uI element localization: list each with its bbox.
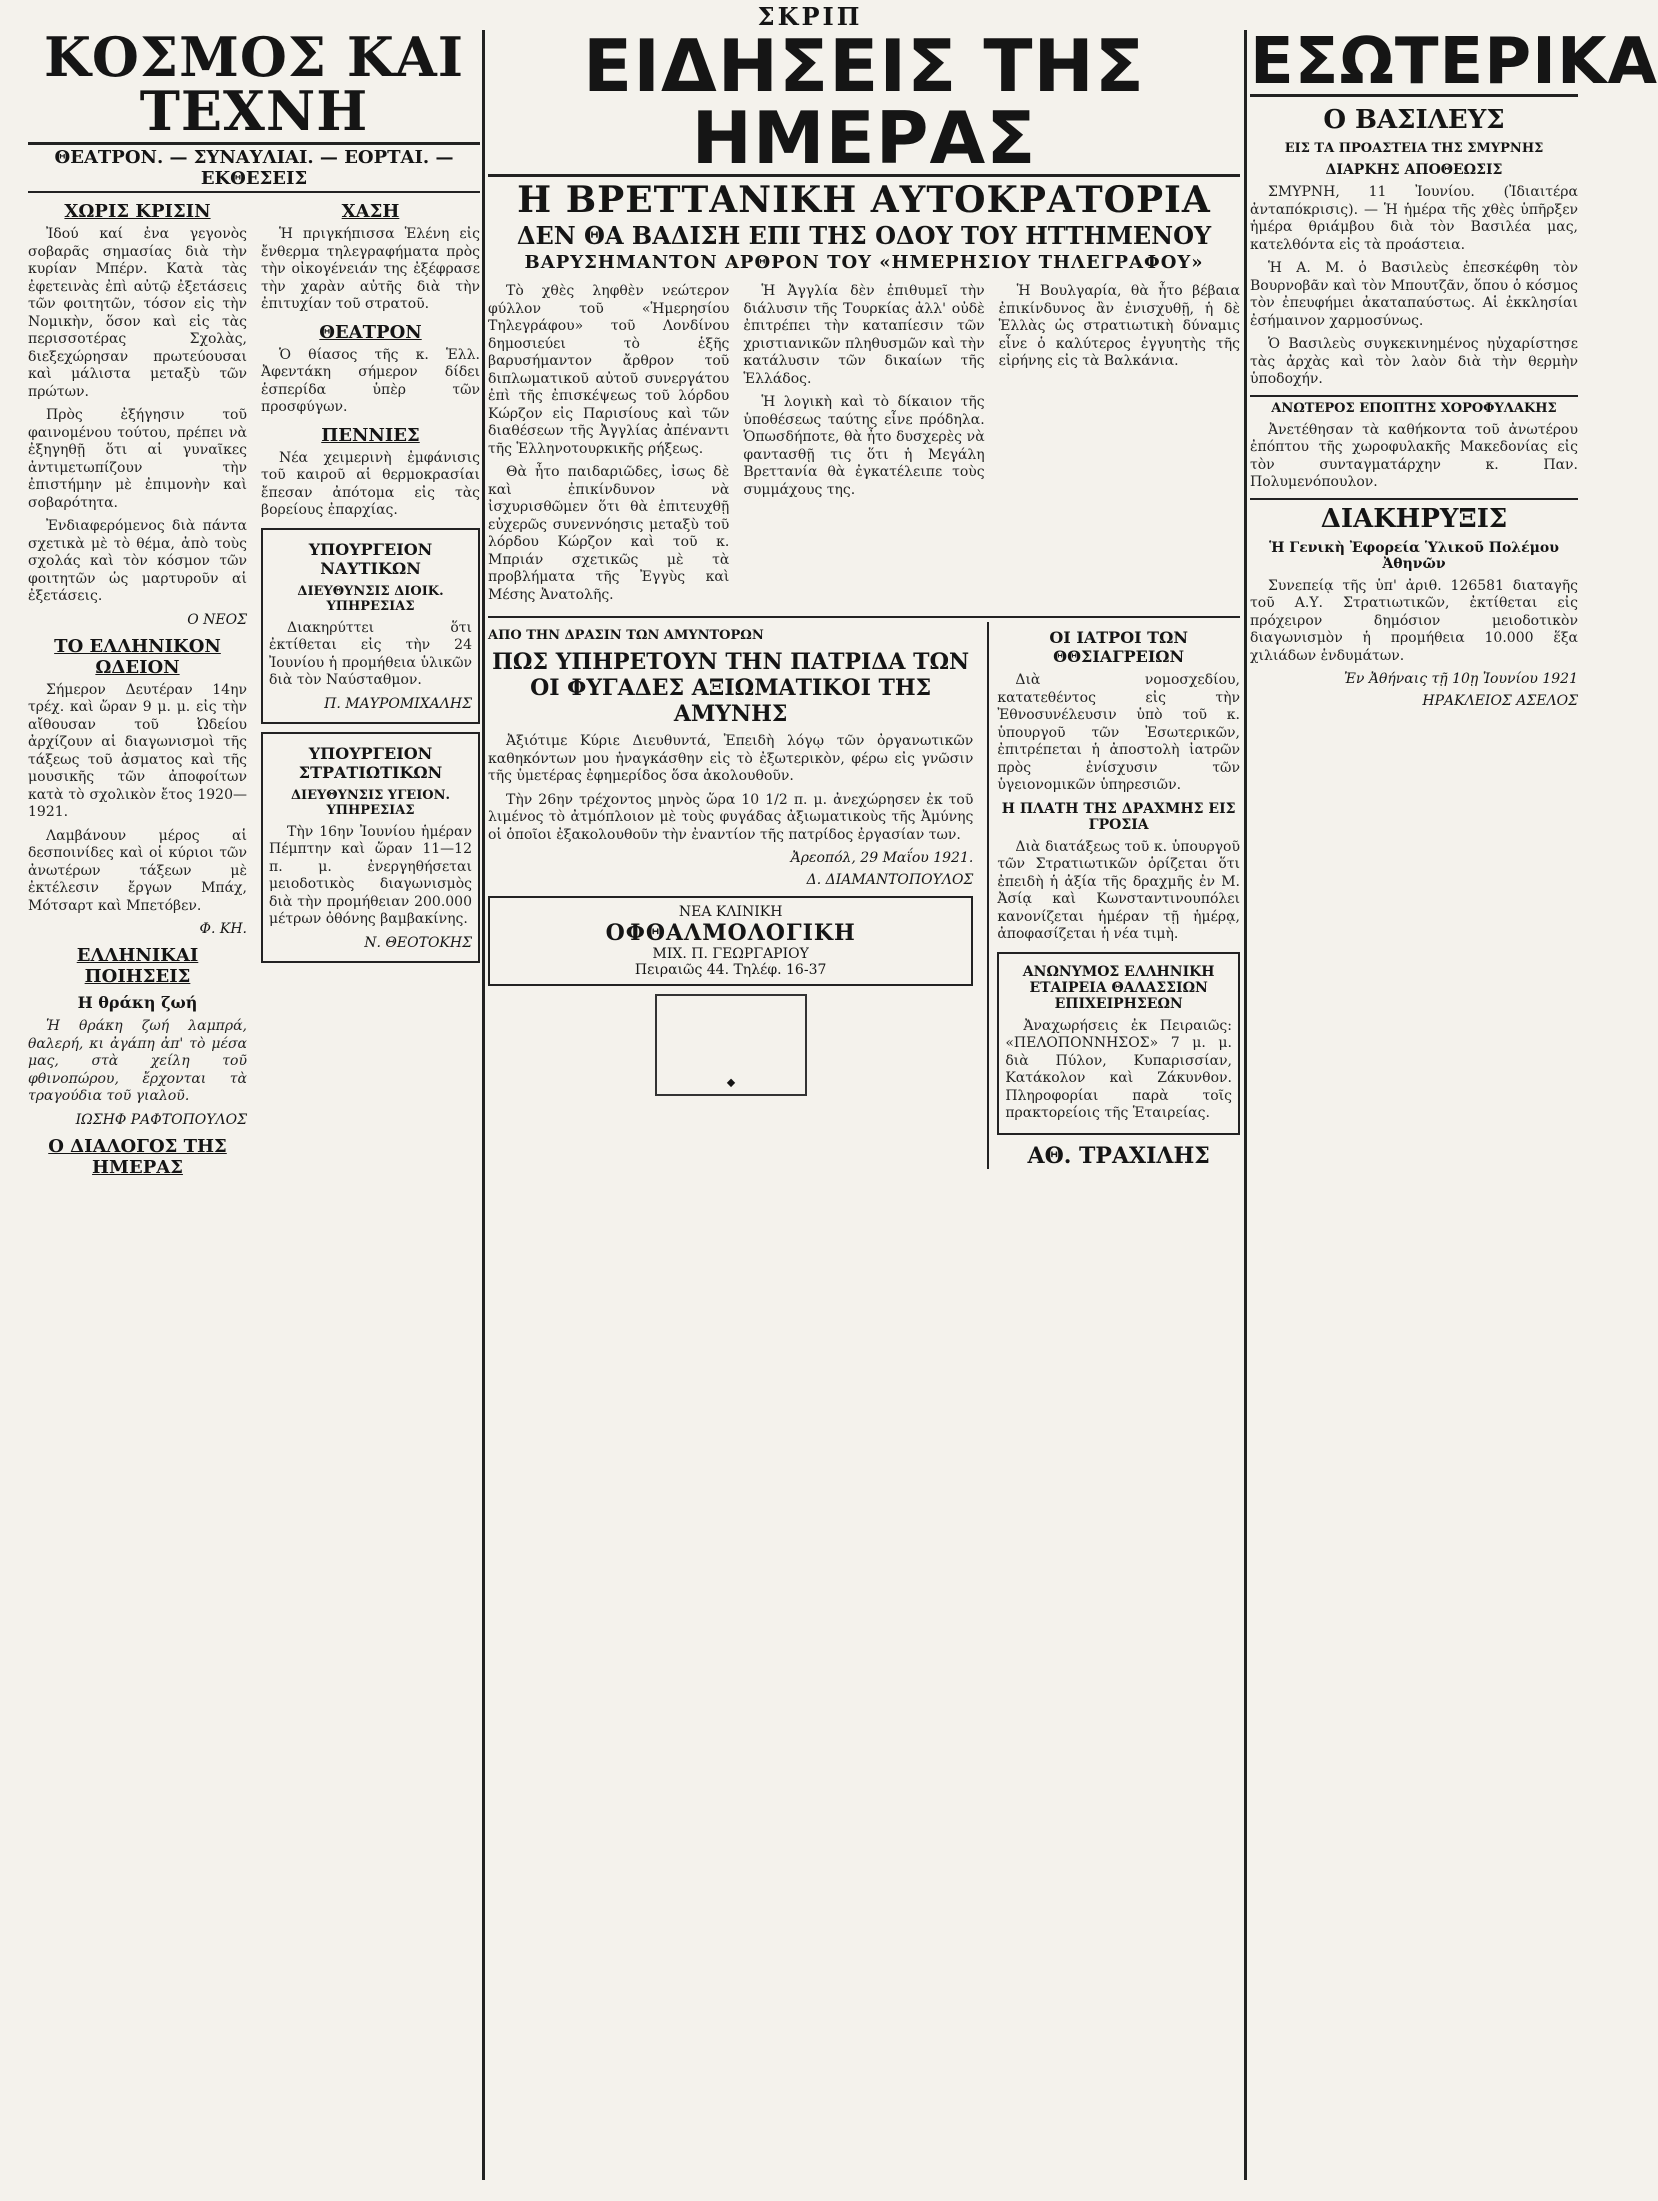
section-title: ΘΕΑΤΡΟΝ bbox=[319, 321, 422, 343]
masthead-kosmos: ΚΟΣΜΟΣ ΚΑΙ ΤΕΧΝΗ bbox=[43, 25, 465, 143]
article-col-c bbox=[999, 283, 1240, 610]
notice-box-army bbox=[261, 732, 480, 963]
paragraph: Διὰ νομοσχεδίου, κατατεθέντος εἰς τὴν Ἐθνοσυνέλευσιν ὑπὸ τοῦ κ. ὑπουργοῦ τῶν Ἐσωτερικῶν, ἐπιτρέπεται ἡ ἀποστολὴ ἰατρῶν πρὸς ἐνίσχυσιν τῶν ὑγειονομικῶν ὑπηρεσιῶν. bbox=[997, 672, 1240, 793]
ad-line: ΝΕΑ ΚΛΙΝΙΚΗ bbox=[678, 904, 783, 920]
paragraph: Συνεπείᾳ τῆς ὑπ' ἀριθ. 126581 διαταγῆς τοῦ Α.Υ. Στρατιωτικῶν, ἐκτίθεται εἰς πρόχειρον δημόσιον μειοδοτικὸν διαγωνισμὸν ἡ προμήθεια 10.000 ἕξα χιλιάδων ἑνδυμάτων. bbox=[1250, 577, 1578, 664]
paragraph: Ἀναχωρήσεις ἐκ Πειραιῶς: «ΠΕΛΟΠΟΝΝΗΣΟΣ» 7 μ. μ. διὰ Πύλον, Κυπαρισσίαν, Κατάκολον καὶ Ζάκυνθον. Πληροφορίαι παρὰ τοῖς πρακτορείοις τῆς Ἑταιρείας. bbox=[1005, 1017, 1232, 1121]
left-two-col bbox=[28, 193, 480, 1182]
main-kicker: ΒΑΡΥΣΗΜΑΝΤΟΝ ΑΡΘΡΟΝ ΤΟΥ «ΗΜΕΡΗΣΙΟΥ ΤΗΛΕΓΡΑΦΟΥ» bbox=[524, 252, 1204, 273]
article-col-b bbox=[743, 283, 984, 610]
signature: Δ. ΔΙΑΜΑΝΤΟΠΟΥΛΟΣ bbox=[806, 872, 974, 888]
paragraph: Λαμβάνουν μέρος αἱ δεσποινίδες καὶ οἱ κύριοι τῶν ἀνωτέρων τάξεων μὲ ἐκτέλεσιν ἔργων Μπάχ, Μότσαρτ καὶ Μπετόβεν. bbox=[28, 827, 247, 914]
signature: Ν. ΘΕΟΤΟΚΗΣ bbox=[364, 934, 472, 951]
signature: ΙΩΣΗΦ ΡΑΦΤΟΠΟΥΛΟΣ bbox=[75, 1111, 247, 1128]
ad-line: Πειραιῶς 44. Τηλέφ. 16-37 bbox=[634, 962, 827, 978]
section-title: Ο ΔΙΑΛΟΓΟΣ ΤΗΣ ΗΜΕΡΑΣ bbox=[48, 1135, 227, 1178]
paragraph: Νέα χειμερινὴ ἐμφάνισις τοῦ καιροῦ αἱ θερμοκρασίαι ἔπεσαν ἀπότομα εἰς τὰς βορείους ἐπαρχίας. bbox=[261, 449, 480, 518]
paragraph: Ἰδού καί ἐνα γεγονὸς σοβαρᾶς σημασίας διὰ τὴν κυρίαν Μπέρν. Κατὰ τὰς ἐφετεινὰς ἐπὶ αὐτῷ ἐξετάσεις τῶν φοιτητῶν, τόσον εἰς τὴν Νομικὴν, ὅσον καὶ εἰς τὰς περισσοτέρας Σχολὰς, διεξεχώρησαν πρωτεύουσαι καὶ μάλιστα μεταξὺ τῶν πρώτων. bbox=[28, 226, 247, 400]
article2-title2: ΟΙ ΦΥΓΑΔΕΣ ΑΞΙΩΜΑΤΙΚΟΙ ΤΗΣ ΑΜΥΝΗΣ bbox=[530, 675, 932, 727]
main-subheadline: ΔΕΝ ΘΑ ΒΑΔΙΣΗ ΕΠΙ ΤΗΣ ΟΔΟΥ ΤΟΥ ΗΤΤΗΜΕΝΟΥ bbox=[516, 221, 1212, 250]
notice-subtitle: ΔΙΕΥΘΥΝΣΙΣ ΔΙΟΙΚ. ΥΠΗΡΕΣΙΑΣ bbox=[297, 583, 444, 614]
clinic-ad bbox=[488, 896, 973, 986]
paragraph: Ἡ Α. Μ. ὁ Βασιλεὺς ἐπεσκέφθη τὸν Βουρνοβᾶν καὶ τὸν Μπουτζᾶν, ὅπου ὁ κόσμος τὸν ἐπευφήμει ἀκαταπαύστως. Αἱ ἐκκλησίαι ἐσήμαινον χαρμοσύνως. bbox=[1250, 260, 1578, 329]
signature: ΗΡΑΚΛΕΙΟΣ ΑΣΕΛΟΣ bbox=[1422, 693, 1578, 709]
subheadline: ΕΙΣ ΤΑ ΠΡΟΑΣΤΕΙΑ ΤΗΣ ΣΜΥΡΝΗΣ bbox=[1284, 141, 1544, 156]
signature: Φ. ΚΗ. bbox=[199, 921, 247, 937]
masthead-esoterika: ΕΣΩΤΕΡΙΚΑ bbox=[1250, 25, 1658, 99]
masthead-eidiseis: ΕΙΔΗΣΕΙΣ ΤΗΣ ΗΜΕΡΑΣ bbox=[488, 30, 1240, 177]
section-title: ΤΟ ΕΛΛΗΝΙΚΟΝ ΩΔΕΙΟΝ bbox=[54, 635, 221, 678]
notice-subtitle: ΔΙΕΥΘΥΝΣΙΣ ΥΓΕΙΟΝ. ΥΠΗΡΕΣΙΑΣ bbox=[290, 787, 451, 818]
section-title: ΔΙΑΚΗΡΥΞΙΣ bbox=[1250, 498, 1578, 534]
inverted-stamp: ◆ bbox=[655, 994, 807, 1096]
lower-left bbox=[488, 622, 973, 1169]
left-subcol-a bbox=[28, 193, 247, 1182]
notice-title: ΥΠΟΥΡΓΕΙΟΝ ΣΤΡΑΤΙΩΤΙΚΩΝ bbox=[298, 743, 443, 782]
notice-title: ΥΠΟΥΡΓΕΙΟΝ ΝΑΥΤΙΚΩΝ bbox=[308, 539, 433, 578]
paragraph: Ἐνδιαφερόμενος διὰ πάντα σχετικὰ μὲ τὸ θέμα, ἀπὸ τοὺς σχολάς καὶ τὸν κόσμον τῶν φοιτητῶν ὡς μαρτυροῦν αἱ ἐξετάσεις. bbox=[28, 518, 247, 604]
left-subcol-b bbox=[261, 193, 480, 1182]
section-title: ΠΕΝΝΙΕΣ bbox=[321, 424, 420, 446]
article2-title: ΠΩΣ ΥΠΗΡΕΤΟΥΝ ΤΗΝ ΠΑΤΡΙΔΑ ΤΩΝ bbox=[492, 649, 970, 675]
ad-title: ΟΦΘΑΛΜΟΛΟΓΙΚΗ bbox=[605, 920, 856, 946]
date: Ἀρεοπόλ, 29 Μαΐου 1921. bbox=[790, 850, 974, 866]
paragraph: Ἡ λογικὴ καὶ τὸ δίκαιον τῆς ὑποθέσεως ταύτης εἶνε πρόδηλα. Ὁπωσδήποτε, θὰ ἦτο δυσχερὲς νὰ φαντασθῇ τις ὅτι ἡ Μεγάλη Βρεττανία θὰ ἐγκατέλειπε τοὺς συμμάχους της. bbox=[743, 394, 985, 498]
paragraph: Τὴν 26ην τρέχοντος μηνὸς ὥρα 10 1/2 π. μ. ἀνεχώρησεν ἐκ τοῦ λιμένος τὸ ἀτμόπλοιον μὲ τοὺς φυγάδας ἀξιωματικοὺς τῆς Ἀμύνης οἱ ὁποῖοι ἐξακολουθοῦν τὴν ἐναντίον τῆς πατρίδος ἐργασίαν των. bbox=[488, 791, 974, 843]
paragraph: Πρὸς ἐξήγησιν τοῦ φαινομένου τούτου, πρέπει νὰ ἐξηγηθῇ ὅτι αἱ γυναῖκες ἀντιμετωπίζουν τὴν ἐπιστήμην μὲ ἐπιμονὴν καὶ σοβαρότητα. bbox=[28, 407, 247, 511]
column-right bbox=[1250, 25, 1658, 2181]
main-headline: Η ΒΡΕΤΤΑΝΙΚΗ ΑΥΤΟΚΡΑΤΟΡΙΑ bbox=[517, 179, 1211, 221]
ad-line: ΜΙΧ. Π. ΓΕΩΡΓΑΡΙΟΥ bbox=[652, 946, 809, 962]
paragraph: Διὰ διατάξεως τοῦ κ. ὑπουργοῦ τῶν Στρατιωτικῶν ὁρίζεται ὅτι ἐπειδὴ ἡ ἀξία τῆς δραχμῆς ἐν Μ. Ἀσίᾳ καὶ Κωνσταντινουπόλει κανονίζεται ἡμέραν τῇ ἡμέρᾳ, ἀποφασίζεται ἡ νέα τιμὴ. bbox=[997, 838, 1240, 942]
paragraph: Ὁ θίασος τῆς κ. Ἑλλ. Ἀφεντάκη σήμερον δίδει ἑσπερίδα ὑπὲρ τῶν προσφύγων. bbox=[261, 346, 480, 415]
column-rule-1 bbox=[482, 30, 485, 2180]
poem-text: Ἡ θράκη ζωή λαμπρά, θαλερή, κι ἀγάπη ἀπ' τὸ μέσα μας, στὰ χείλη τοῦ φθινοπώρου, ἔρχονται τὰ τραγούδια τοῦ γιαλοῦ. bbox=[28, 1018, 247, 1104]
shipping-box bbox=[997, 952, 1240, 1135]
masthead-subline: ΘΕΑΤΡΟΝ. — ΣΥΝΑΥΛΙΑΙ. — ΕΟΡΤΑΙ. — ΕΚΘΕΣΕΙΣ bbox=[28, 142, 480, 193]
paragraph: Ἡ Ἀγγλία δὲν ἐπιθυμεῖ τὴν διάλυσιν τῆς Τουρκίας ἀλλ' οὐδὲ ἐπιτρέπει τὴν καταπίεσιν τῶν χριστιανικῶν πληθυσμῶν καὶ τὴν κατάλυσιν τῶν δικαίων τῆς Ἑλλάδος. bbox=[743, 283, 985, 387]
signature: Π. ΜΑΥΡΟΜΙΧΑΛΗΣ bbox=[324, 695, 472, 712]
center-article-cols bbox=[488, 283, 1240, 610]
paragraph: Σήμερον Δευτέραν 14ην τρέχ. καὶ ὥραν 9 μ. μ. εἰς τὴν αἴθουσαν τοῦ Ὠδείου ἀρχίζουν αἱ διαγωνισμοὶ τῆς τάξεως τοῦ ἀσματος καὶ τῆς μουσικῆς τῶν ἀποφοίτων κατὰ τὸ σχολικὸν ἔτος 1920—1921. bbox=[28, 681, 247, 820]
poem-title: Η θράκη ζωή bbox=[77, 993, 198, 1012]
paragraph: ΣΜΥΡΝΗ, 11 Ἰουνίου. (Ἰδιαιτέρα ἀνταπόκρισις). — Ἡ ἡμέρα τῆς χθὲς ὑπῆρξεν ἡμέρα θριάμβου διὰ τὸν Βασιλέα μας, κατελθόντα εἰς τὰ προάστεια. bbox=[1250, 184, 1578, 253]
column-center bbox=[488, 24, 1240, 2181]
section-title: ΑΝΩΝΥΜΟΣ ΕΛΛΗΝΙΚΗ ΕΤΑΙΡΕΙΑ ΘΑΛΑΣΣΙΩΝ ΕΠΙΧΕΙΡΗΣΕΩΝ bbox=[1022, 963, 1215, 1012]
notice-subtitle: Ἡ Γενικὴ Ἐφορεία Ὑλικοῦ Πολέμου Ἀθηνῶν bbox=[1269, 539, 1559, 572]
section-title: ΕΛΛΗΝΙΚΑΙ ΠΟΙΗΣΕΙΣ bbox=[76, 945, 199, 987]
sub-kicker: ΑΠΟ ΤΗΝ ΔΡΑΣΙΝ ΤΩΝ ΑΜΥΝΤΟΡΩΝ bbox=[488, 628, 764, 643]
notice-box-navy bbox=[261, 528, 480, 724]
column-left bbox=[28, 25, 480, 2181]
paragraph: Ὁ Βασιλεὺς συγκεκινημένος ηὐχαρίστησε τὰς ἀρχὰς καὶ τὸν λαὸν διὰ τὴν θερμὴν ὑποδοχήν. bbox=[1250, 336, 1578, 387]
paragraph: Τὴν 16ην Ἰουνίου ἡμέραν Πέμπτην καὶ ὥραν 11—12 π. μ. ἐνεργηθήσεται μειοδοτικὸς διαγωνισμὸς διὰ τὴν προμήθειαν 200.000 μέτρων ὀθόνης βαμβακίνης. bbox=[269, 823, 472, 927]
headline: Ο ΒΑΣΙΛΕΥΣ bbox=[1323, 105, 1505, 135]
paragraph: Τὸ χθὲς ληφθὲν νεώτερον φύλλον τοῦ «Ἡμερησίου Τηλεγράφου» τοῦ Λονδίνου δημοσιεύει τὸ ἑξῆς βαρυσήμαντον ἄρθρον τοῦ διπλωματικοῦ αὐτοῦ συνεργάτου ἐπὶ τῆς ἐπισκέψεως τοῦ λόρδου Κώρζον εἰς Παρισίους καὶ τῶν διαθέσεων τῆς Ἀγγλίας ἀπέναντι τῆς Ἑλληνοτουρκικῆς ρήξεως. bbox=[488, 283, 730, 457]
signature-banner: ΑΘ. ΤΡΑΧΙΛΗΣ bbox=[1027, 1142, 1210, 1169]
signature: Ο ΝΕΟΣ bbox=[187, 611, 247, 628]
section-title: ΑΝΩΤΕΡΟΣ ΕΠΟΠΤΗΣ ΧΟΡΟΦΥΛΑΚΗΣ bbox=[1250, 395, 1578, 416]
article-col-a bbox=[488, 283, 729, 610]
top-strip: ΣΚΡΙΠ bbox=[757, 2, 863, 31]
center-lower bbox=[488, 616, 1240, 1169]
lower-right bbox=[987, 622, 1240, 1169]
paragraph: Ἀξιότιμε Κύριε Διευθυντά, Ἐπειδὴ λόγῳ τῶν ὀργανωτικῶν καθηκόντων μου ἠναγκάσθην εἰς τὸ ἐξωτερικὸν, φέρω εἰς γνῶσιν τῆς ὑμετέρας ἐφημερίδος ὅσα ἀκολουθοῦν. bbox=[488, 733, 974, 784]
section-title: ΟΙ ΙΑΤΡΟΙ ΤΩΝ ΘΘΣΙΑΓΡΕΙΩΝ bbox=[1049, 628, 1188, 666]
date: Ἐν Ἀθήναις τῇ 10ῃ Ἰουνίου 1921 bbox=[1343, 671, 1578, 687]
paragraph: Ἀνετέθησαν τὰ καθήκοντα τοῦ ἀνωτέρου ἐπόπτου τῆς χωροφυλακῆς Μακεδονίας εἰς τὸν συνταγματάρχην κ. Παν. Πολυμενόπουλον. bbox=[1250, 421, 1578, 490]
section-title: ΧΑΣΗ bbox=[341, 201, 400, 222]
paragraph: Ἡ πριγκήπισσα Ἑλένη εἰς ἔνθερμα τηλεγραφήματα πρὸς τὴν οἰκογένειάν της ἐξέφρασε τὴν χαρὰν αὐτῆς διὰ τὴν ἐπιτυχίαν τοῦ στρατοῦ. bbox=[261, 226, 480, 312]
kicker: ΔΙΑΡΚΗΣ ΑΠΟΘΕΩΣΙΣ bbox=[1325, 162, 1503, 178]
paragraph: Διακηρύττει ὅτι ἐκτίθεται εἰς τὴν 24 Ἰουνίου ἡ προμήθεια ὑλικῶν διὰ τὸν Ναύσταθμον. bbox=[269, 619, 472, 688]
column-rule-2 bbox=[1244, 30, 1247, 2180]
paragraph: Ἡ Βουλγαρία, θὰ ἦτο βέβαια ἐπικίνδυνος ἂν ἐνισχυθῇ, ἡ δὲ Ἑλλὰς ὡς στρατιωτικὴ δύναμις εἶνε ὁ καλύτερος ἐγγυητὴς τῆς εἰρήνης εἰς τὰ Βαλκάνια. bbox=[998, 283, 1240, 369]
section-title: ΧΩΡΙΣ ΚΡΙΣΙΝ bbox=[64, 201, 211, 222]
section-title: Η ΠΛΑΤΗ ΤΗΣ ΔΡΑΧΜΗΣ ΕΙΣ ΓΡΟΣΙΑ bbox=[1001, 800, 1236, 833]
paragraph: Θὰ ἦτο παιδαριῶδες, ἰσως δὲ καὶ ἐπικίνδυνον νὰ ἰσχυρισθῶμεν ὅτι θὰ ἐπιτευχθῇ εὐχερῶς συνεννόησις μεταξὺ τοῦ λόρδου Κώρζον καὶ τοῦ κ. Μπριάν σχετικῶς μὲ τὰ προβλήματα τῆς Ἐγγὺς καὶ Μέσης Ἀνατολῆς. bbox=[488, 464, 730, 603]
